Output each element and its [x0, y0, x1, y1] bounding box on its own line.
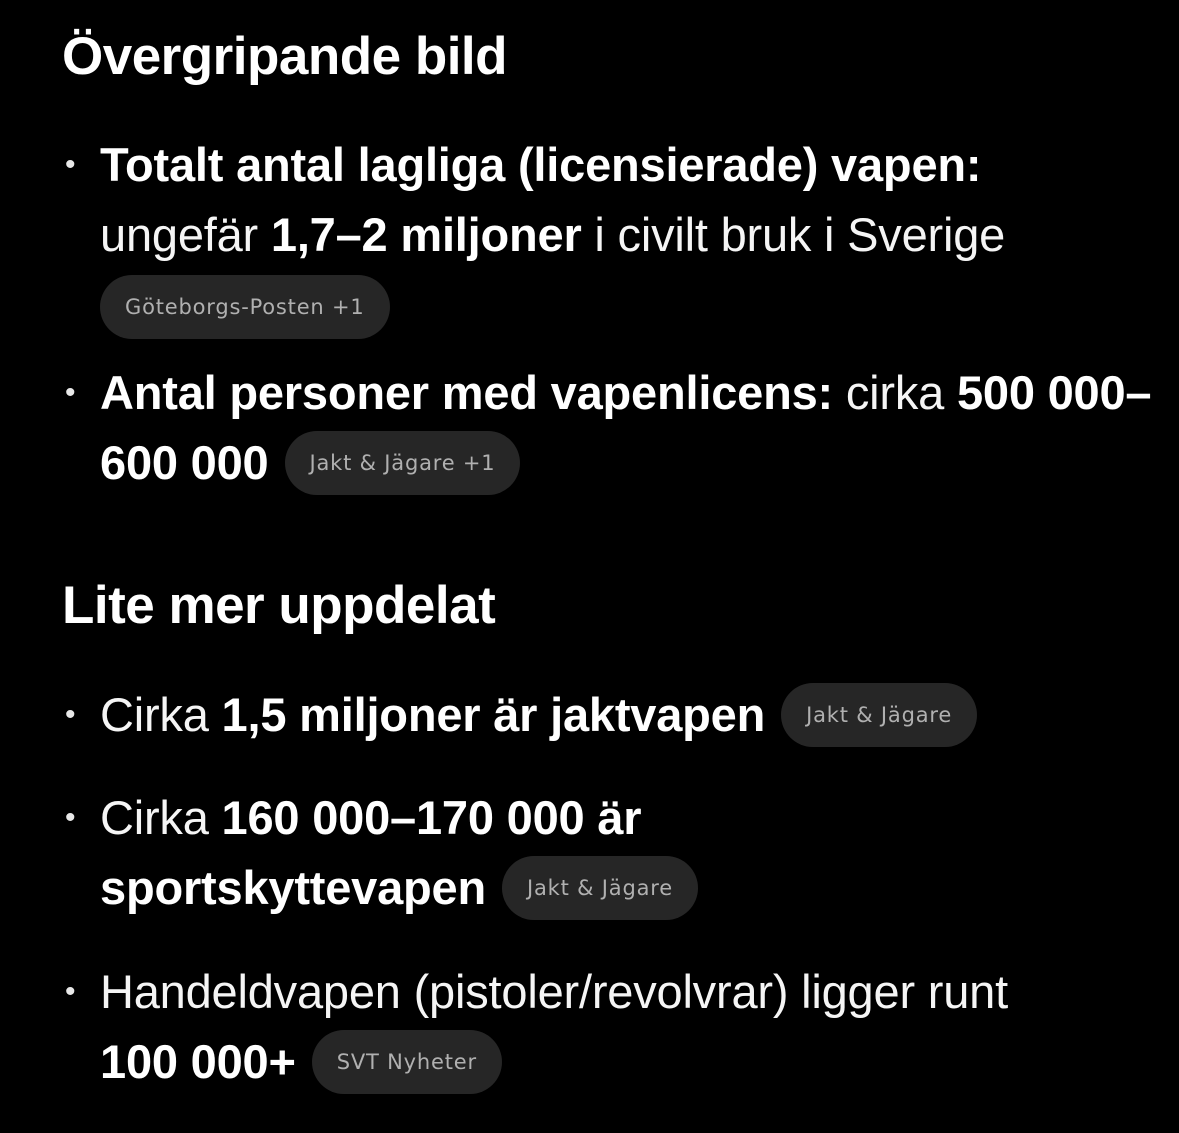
list-item [62, 783, 1170, 924]
section-heading-overview: Övergripande bild [62, 27, 508, 86]
section-heading-breakdown: Lite mer uppdelat [62, 576, 496, 635]
bullet-icon: • [65, 698, 76, 731]
bullet-icon: • [65, 148, 76, 181]
bullet-icon: • [65, 376, 76, 409]
item-text: cirka [832, 366, 957, 419]
item-line [100, 853, 1170, 924]
item-text: Handeldvapen (pistoler/revolvrar) ligger runt [100, 965, 1008, 1018]
item-line [100, 270, 1170, 341]
bullet-icon: • [65, 801, 76, 834]
item-text: i civilt bruk i Sverige [581, 208, 1006, 261]
item-line [100, 957, 1170, 1027]
item-bold-value: 1,7–2 miljoner [270, 208, 582, 261]
item-text: Cirka [100, 688, 222, 741]
item-bold-value: sportskyttevapen [100, 861, 486, 914]
item-text: ungefär [100, 208, 271, 261]
item-line [100, 1027, 1170, 1098]
source-chip[interactable]: Jakt & Jägare +1 [285, 431, 521, 495]
list-item [62, 680, 1170, 751]
item-bold-lead: Totalt antal lagliga (licensierade) vapen: [100, 138, 982, 191]
source-chip[interactable]: SVT Nyheter [312, 1030, 502, 1094]
item-text: Cirka [100, 791, 222, 844]
source-chip[interactable]: Göteborgs-Posten +1 [100, 275, 390, 339]
list-item [62, 130, 1170, 341]
bullet-icon: • [65, 975, 76, 1008]
item-line [100, 200, 1170, 270]
item-line [100, 130, 1170, 200]
item-bold-value: 100 000+ [100, 1035, 296, 1088]
item-bold-value: 160 000–170 000 är [221, 791, 642, 844]
list-item [62, 957, 1170, 1098]
source-chip[interactable]: Jakt & Jägare [781, 683, 977, 747]
list-item [62, 358, 1170, 499]
item-line [100, 783, 1170, 853]
source-chip[interactable]: Jakt & Jägare [502, 856, 698, 920]
item-bold-value: 500 000–600 000 [100, 366, 1152, 489]
item-bold-lead: Antal personer med vapenlicens: [100, 366, 833, 419]
item-bold-value: 1,5 miljoner är jaktvapen [221, 688, 766, 741]
